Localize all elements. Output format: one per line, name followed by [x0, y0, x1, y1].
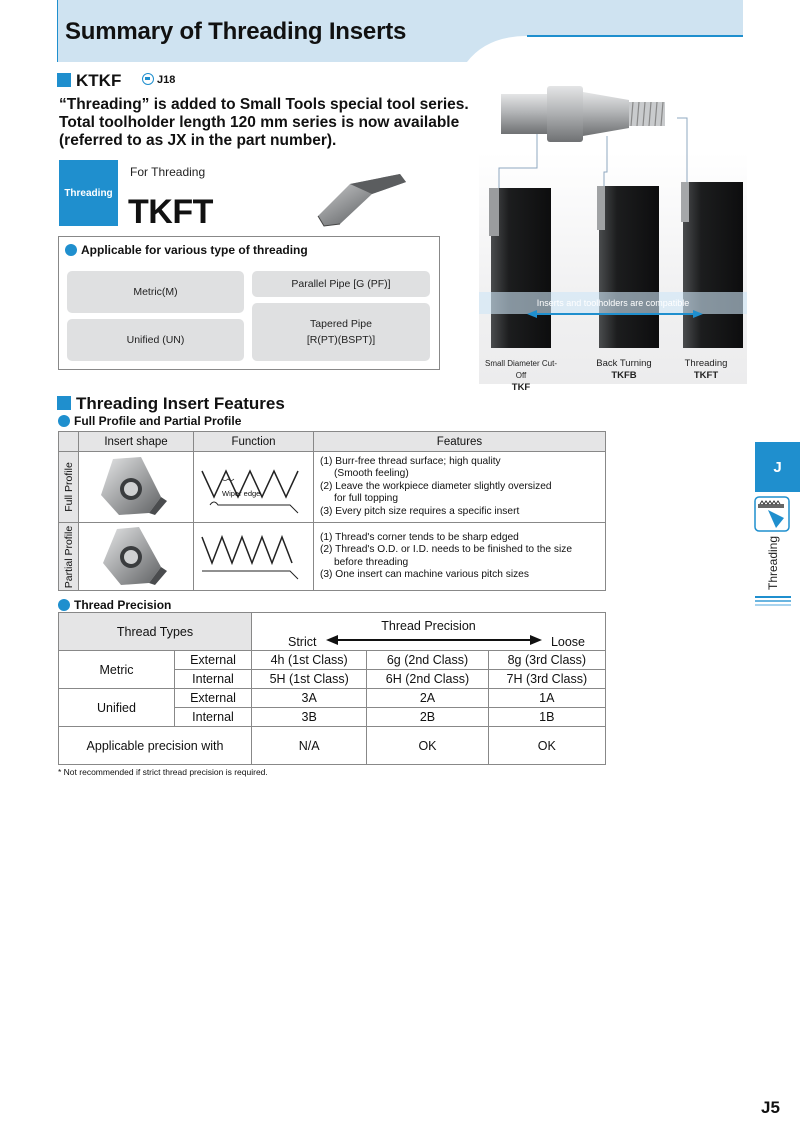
table-cell: N/A: [252, 727, 367, 765]
page-number: J5: [761, 1098, 780, 1117]
table-row: [59, 613, 606, 651]
table-row: [59, 523, 606, 591]
row-label: Partial Profile: [59, 523, 79, 591]
toolholder-illustration: [479, 78, 747, 384]
tool-caption-1: Small Diameter Cut-Off TKF: [484, 359, 557, 393]
page-title: Summary of Threading Inserts: [65, 18, 407, 45]
partial-profile-insert-image: [79, 523, 193, 587]
section-square-icon: [57, 396, 71, 410]
table-cell: 1B: [488, 708, 605, 727]
insert-shape-cell: [79, 523, 194, 591]
unified-label: Unified: [59, 689, 175, 727]
product-name: TKFT: [128, 193, 213, 231]
bullet-icon: [65, 244, 77, 256]
partial-profile-function-diagram: [194, 523, 313, 587]
table-cell: OK: [367, 727, 488, 765]
feature-item: (2) Thread's O.D. or I.D. needs to be finished to the size before threading: [320, 544, 573, 568]
strict-label: Strict: [288, 635, 317, 649]
applicable-precision-label: Applicable precision with: [59, 727, 252, 765]
strict-loose-arrow: [326, 634, 542, 646]
table-cell: 2B: [367, 708, 488, 727]
features-cell: [314, 523, 606, 591]
function-cell: [194, 523, 314, 591]
table-cell: 2A: [367, 689, 488, 708]
bullet-icon: [58, 599, 70, 611]
table-cell: 5H (1st Class): [252, 670, 367, 689]
col-insert-shape: Insert shape: [79, 432, 194, 452]
feature-item: (1) Thread's corner tends to be sharp edged: [320, 531, 519, 543]
threading-tag: Threading: [59, 160, 118, 226]
features-section-title: Threading Insert Features: [57, 394, 285, 414]
tool-caption-3: Threading TKFT: [684, 358, 728, 381]
table-cell: 1A: [488, 689, 605, 708]
table-cell: 6g (2nd Class): [367, 651, 488, 670]
features-subtitle: Full Profile and Partial Profile: [58, 414, 241, 428]
features-cell: [314, 452, 606, 523]
col-function: Function: [194, 432, 314, 452]
full-profile-insert-image: [79, 453, 193, 519]
internal-label: Internal: [175, 670, 252, 689]
side-decoration-lines: [755, 596, 791, 608]
parallel-pipe-pill: Parallel Pipe [G (PF)]: [252, 271, 430, 297]
section-square-icon: [57, 73, 71, 87]
applicable-title: Applicable for various type of threading: [65, 243, 308, 257]
tool-caption-2: Back Turning TKFB: [596, 358, 652, 381]
thread-precision-table: [58, 612, 606, 765]
col-features: Features: [314, 432, 606, 452]
section-tab-j[interactable]: J: [755, 442, 800, 492]
for-threading-label: For Threading: [130, 165, 206, 179]
precision-subtitle: Thread Precision: [58, 598, 171, 612]
feature-item: (2) Leave the workpiece diameter slightly oversized for full topping: [320, 480, 552, 505]
external-label: External: [175, 651, 252, 670]
metric-pill: Metric(M): [67, 271, 244, 313]
product-code: KTKF: [57, 71, 121, 91]
arrow-circle-icon: [142, 73, 154, 85]
compatibility-banner: Inserts and toolholders are compatible: [536, 298, 690, 308]
page-reference-link[interactable]: J18: [142, 74, 175, 86]
insert-shape-cell: [79, 452, 194, 523]
table-cell: OK: [488, 727, 605, 765]
table-row: [59, 689, 606, 708]
side-label-threading: Threading: [766, 535, 780, 590]
table-cell: 3B: [252, 708, 367, 727]
table-cell: 3A: [252, 689, 367, 708]
page-header: [57, 0, 743, 62]
table-row: [59, 727, 606, 765]
corner-cell: [59, 432, 79, 452]
function-cell: [194, 452, 314, 523]
table-row: [59, 651, 606, 670]
intro-text: “Threading” is added to Small Tools special tool series. Total toolholder length 120 mm series is now available (referred to as JX in the part number).: [59, 96, 469, 149]
row-label: Full Profile: [59, 452, 79, 523]
unified-pill: Unified (UN): [67, 319, 244, 361]
external-label: External: [175, 689, 252, 708]
footnote: * Not recommended if strict thread precision is required.: [58, 767, 268, 777]
full-profile-function-diagram: [194, 453, 313, 519]
tapered-pipe-pill: Tapered Pipe [R(PT)(BSPT)]: [252, 303, 430, 361]
wiper-edge-label: Wiper edge: [222, 489, 261, 498]
metric-label: Metric: [59, 651, 175, 689]
feature-item: (3) One insert can machine various pitch sizes: [320, 568, 529, 580]
tkft-insert-image: [310, 164, 410, 228]
applicable-threading-box: [58, 236, 440, 370]
col-thread-precision: Thread Precision Strict Loose: [252, 613, 606, 651]
table-cell: 4h (1st Class): [252, 651, 367, 670]
threading-section-icon: [754, 496, 790, 532]
feature-item: (1) Burr-free thread surface; high quality (Smooth feeling): [320, 456, 501, 480]
internal-label: Internal: [175, 708, 252, 727]
table-cell: 6H (2nd Class): [367, 670, 488, 689]
bullet-icon: [58, 415, 70, 427]
table-cell: 7H (3rd Class): [488, 670, 605, 689]
feature-item: (3) Every pitch size requires a specific insert: [320, 505, 520, 517]
features-table: [58, 431, 606, 591]
col-thread-types: Thread Types: [59, 613, 252, 651]
toolholder-photo: [479, 78, 747, 393]
table-cell: 8g (3rd Class): [488, 651, 605, 670]
table-row: [59, 452, 606, 523]
loose-label: Loose: [550, 635, 585, 649]
